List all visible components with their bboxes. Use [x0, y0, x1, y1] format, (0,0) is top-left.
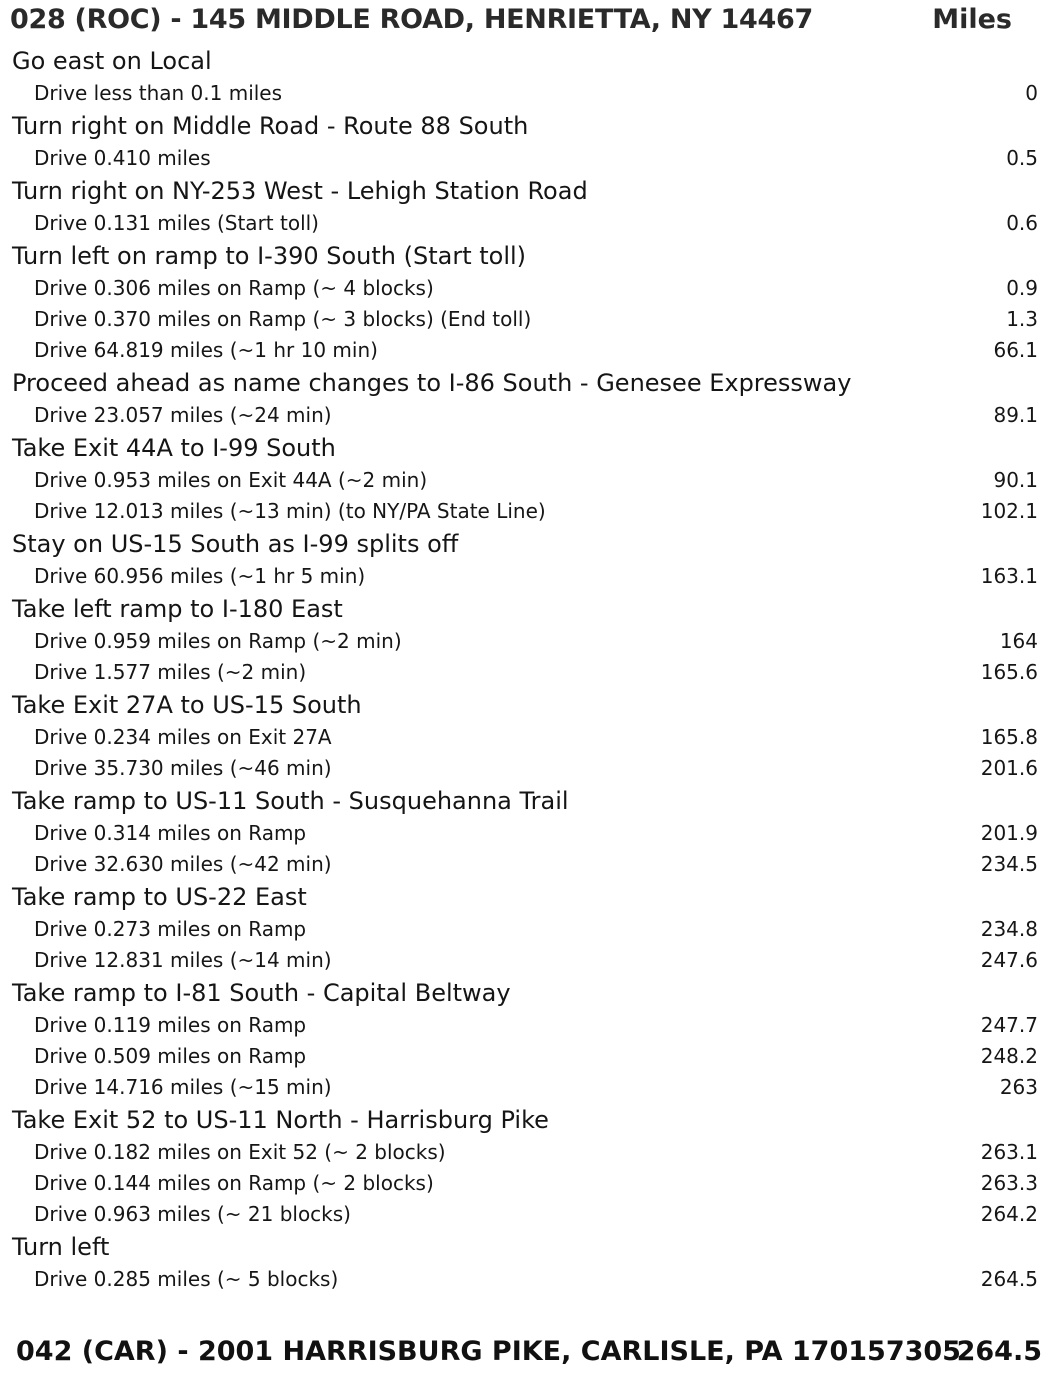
drive-row — [0, 1072, 1052, 1103]
drive-description: Drive 0.410 miles — [34, 146, 211, 170]
direction-step — [0, 44, 1052, 109]
total-miles: 264.5 — [956, 1336, 1042, 1367]
cumulative-miles: 201.6 — [980, 756, 1038, 780]
direction-step — [0, 239, 1052, 366]
drive-description: Drive 0.119 miles on Ramp — [34, 1013, 307, 1037]
drive-description: Drive 0.370 miles on Ramp (~ 3 blocks) (End toll) — [34, 307, 532, 331]
cumulative-miles: 0.9 — [1006, 276, 1038, 300]
drive-row — [0, 657, 1052, 688]
cumulative-miles: 0 — [1025, 81, 1038, 105]
cumulative-miles: 66.1 — [993, 338, 1038, 362]
cumulative-miles: 247.6 — [980, 948, 1038, 972]
step-instruction: Go east on Local — [12, 47, 212, 75]
drive-row — [0, 945, 1052, 976]
drive-row — [0, 818, 1052, 849]
drive-row — [0, 400, 1052, 431]
drive-row — [0, 753, 1052, 784]
direction-step — [0, 1103, 1052, 1230]
cumulative-miles: 201.9 — [980, 821, 1038, 845]
drive-description: Drive 0.306 miles on Ramp (~ 4 blocks) — [34, 276, 434, 300]
drive-row — [0, 561, 1052, 592]
step-instruction: Turn right on Middle Road - Route 88 South — [12, 112, 529, 140]
direction-step — [0, 592, 1052, 688]
drive-row — [0, 722, 1052, 753]
cumulative-miles: 89.1 — [993, 403, 1038, 427]
destination-title: 042 (CAR) - 2001 HARRISBURG PIKE, CARLISLE, PA 170157305 — [16, 1336, 961, 1367]
direction-step — [0, 688, 1052, 784]
step-instruction: Take ramp to US-22 East — [12, 883, 307, 911]
drive-row — [0, 1199, 1052, 1230]
step-instruction: Stay on US-15 South as I-99 splits off — [12, 530, 459, 558]
drive-row — [0, 273, 1052, 304]
drive-row — [0, 849, 1052, 880]
cumulative-miles: 263.3 — [980, 1171, 1038, 1195]
drive-row — [0, 208, 1052, 239]
step-instruction: Turn left on ramp to I-390 South (Start toll) — [12, 242, 527, 270]
directions-list — [0, 44, 1052, 1295]
drive-description: Drive 0.509 miles on Ramp — [34, 1044, 307, 1068]
cumulative-miles: 263 — [999, 1075, 1038, 1099]
drive-row — [0, 1168, 1052, 1199]
cumulative-miles: 264.5 — [980, 1267, 1038, 1291]
drive-description: Drive 23.057 miles (~24 min) — [34, 403, 332, 427]
cumulative-miles: 1.3 — [1006, 307, 1038, 331]
drive-row — [0, 1264, 1052, 1295]
drive-row — [0, 304, 1052, 335]
drive-description: Drive 14.716 miles (~15 min) — [34, 1075, 332, 1099]
cumulative-miles: 164 — [999, 629, 1038, 653]
drive-row — [0, 496, 1052, 527]
direction-step — [0, 527, 1052, 592]
drive-row — [0, 335, 1052, 366]
cumulative-miles: 263.1 — [980, 1140, 1038, 1164]
miles-column-header: Miles — [932, 4, 1012, 35]
direction-step — [0, 784, 1052, 880]
drive-row — [0, 1041, 1052, 1072]
cumulative-miles: 163.1 — [980, 564, 1038, 588]
drive-description: Drive 0.234 miles on Exit 27A — [34, 725, 332, 749]
cumulative-miles: 102.1 — [980, 499, 1038, 523]
cumulative-miles: 0.6 — [1006, 211, 1038, 235]
step-instruction: Take Exit 27A to US-15 South — [12, 691, 362, 719]
drive-description: Drive 1.577 miles (~2 min) — [34, 660, 307, 684]
drive-row — [0, 78, 1052, 109]
direction-step — [0, 880, 1052, 976]
cumulative-miles: 264.2 — [980, 1202, 1038, 1226]
drive-row — [0, 1137, 1052, 1168]
drive-description: Drive 0.959 miles on Ramp (~2 min) — [34, 629, 402, 653]
step-instruction: Take left ramp to I-180 East — [12, 595, 343, 623]
cumulative-miles: 248.2 — [980, 1044, 1038, 1068]
drive-description: Drive 12.013 miles (~13 min) (to NY/PA State Line) — [34, 499, 546, 523]
drive-description: Drive 60.956 miles (~1 hr 5 min) — [34, 564, 366, 588]
direction-step — [0, 174, 1052, 239]
drive-description: Drive 0.273 miles on Ramp — [34, 917, 307, 941]
step-instruction: Turn left — [12, 1233, 110, 1261]
cumulative-miles: 247.7 — [980, 1013, 1038, 1037]
drive-description: Drive 35.730 miles (~46 min) — [34, 756, 332, 780]
cumulative-miles: 165.6 — [980, 660, 1038, 684]
drive-row — [0, 465, 1052, 496]
drive-description: Drive 0.182 miles on Exit 52 (~ 2 blocks) — [34, 1140, 446, 1164]
direction-step — [0, 366, 1052, 431]
direction-step — [0, 431, 1052, 527]
drive-description: Drive 0.963 miles (~ 21 blocks) — [34, 1202, 351, 1226]
drive-description: Drive 12.831 miles (~14 min) — [34, 948, 332, 972]
step-instruction: Take ramp to US-11 South - Susquehanna Trail — [12, 787, 569, 815]
drive-description: Drive 0.953 miles on Exit 44A (~2 min) — [34, 468, 428, 492]
drive-row — [0, 626, 1052, 657]
step-instruction: Turn right on NY-253 West - Lehigh Station Road — [12, 177, 588, 205]
drive-description: Drive 64.819 miles (~1 hr 10 min) — [34, 338, 378, 362]
drive-row — [0, 143, 1052, 174]
drive-description: Drive 0.285 miles (~ 5 blocks) — [34, 1267, 339, 1291]
direction-step — [0, 109, 1052, 174]
step-instruction: Take Exit 52 to US-11 North - Harrisburg Pike — [12, 1106, 549, 1134]
route-header — [10, 4, 1042, 44]
drive-description: Drive 0.314 miles on Ramp — [34, 821, 307, 845]
step-instruction: Take Exit 44A to I-99 South — [12, 434, 336, 462]
direction-step — [0, 1230, 1052, 1295]
step-instruction: Take ramp to I-81 South - Capital Beltway — [12, 979, 511, 1007]
cumulative-miles: 234.8 — [980, 917, 1038, 941]
drive-description: Drive less than 0.1 miles — [34, 81, 283, 105]
origin-title: 028 (ROC) - 145 MIDDLE ROAD, HENRIETTA, NY 14467 — [10, 4, 813, 35]
drive-description: Drive 0.131 miles (Start toll) — [34, 211, 319, 235]
drive-description: Drive 32.630 miles (~42 min) — [34, 852, 332, 876]
route-footer — [16, 1336, 1042, 1378]
cumulative-miles: 90.1 — [993, 468, 1038, 492]
drive-row — [0, 1010, 1052, 1041]
cumulative-miles: 165.8 — [980, 725, 1038, 749]
cumulative-miles: 0.5 — [1006, 146, 1038, 170]
drive-row — [0, 914, 1052, 945]
step-instruction: Proceed ahead as name changes to I-86 South - Genesee Expressway — [12, 369, 852, 397]
cumulative-miles: 234.5 — [980, 852, 1038, 876]
direction-step — [0, 976, 1052, 1103]
drive-description: Drive 0.144 miles on Ramp (~ 2 blocks) — [34, 1171, 434, 1195]
